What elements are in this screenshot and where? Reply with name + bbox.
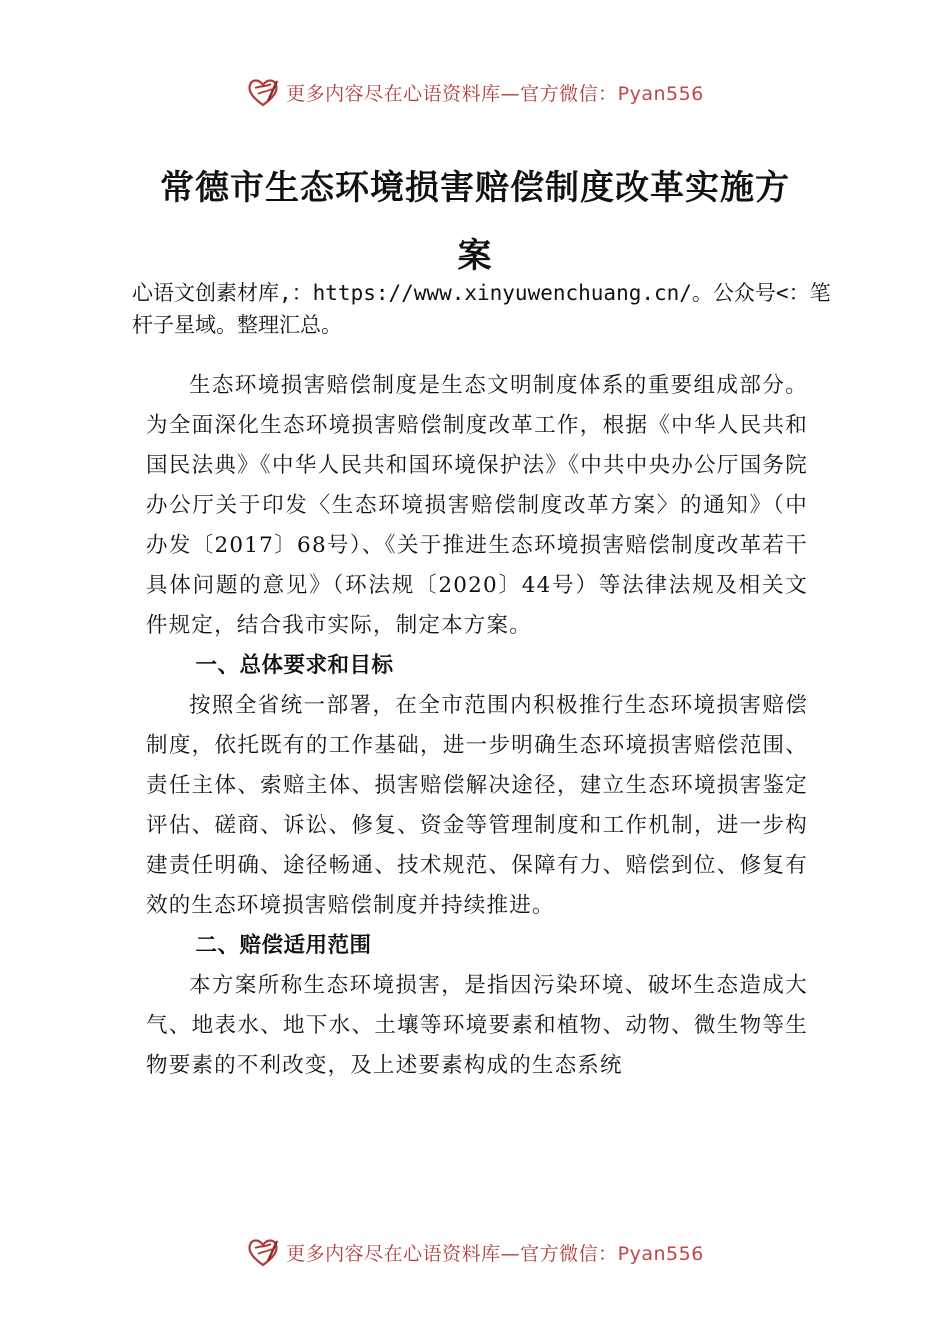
header-watermark: [0, 72, 950, 112]
watermark-text: 更多内容尽在心语资料库—官方微信：Pyan556: [286, 82, 704, 105]
heart-brush-logo-icon: [246, 1235, 280, 1269]
watermark-text: 更多内容尽在心语资料库—官方微信：Pyan556: [286, 1242, 704, 1265]
section-heading-1: 一、总体要求和目标: [195, 653, 394, 678]
section-1-paragraph: 按照全省统一部署，在全市范围内积极推行生态环境损害赔偿制度，依托既有的工作基础，进一步明确生态环境损害赔偿范围、责任主体、索赔主体、损害赔偿解决途径，建立生态环境损害鉴定评估、磋商、诉讼、修复、资金等管理制度和工作机制，进一步构建责任明确、途径畅通、技术规范、保障有力、赔偿到位、修复有效的生态环境损害赔偿制度并持续推进。: [146, 693, 808, 918]
section-2-paragraph: 本方案所称生态环境损害，是指因污染环境、破坏生态造成大气、地表水、地下水、土壤等环境要素和植物、动物、微生物等生物要素的不利改变，及上述要素构成的生态系统: [146, 973, 808, 1078]
source-note: 心语文创素材库,：https://www.xinyuwenchuang.cn/。公众号<：笔杆子星域。整理汇总。: [132, 281, 831, 337]
heart-brush-logo-icon: [246, 75, 280, 109]
section-heading-2: 二、赔偿适用范围: [195, 933, 372, 958]
intro-paragraph: 生态环境损害赔偿制度是生态文明制度体系的重要组成部分。为全面深化生态环境损害赔偿制度改革工作，根据《中华人民共和国民法典》《中华人民共和国环境保护法》《中共中央办公厅国务院办公厅关于印发〈生态环境损害赔偿制度改革方案〉的通知》（中办发〔2017〕68号）、《关于推进生态环境损害赔偿制度改革若干具体问题的意见》（环法规〔2020〕44号）等法律法规及相关文件规定，结合我市实际，制定本方案。: [146, 373, 808, 638]
footer-watermark: [0, 1232, 950, 1272]
document-body: [146, 366, 808, 1086]
document-title-line-1: 常德市生态环境损害赔偿制度改革实施方: [160, 168, 790, 208]
document-title-line-2: 案: [457, 236, 493, 276]
